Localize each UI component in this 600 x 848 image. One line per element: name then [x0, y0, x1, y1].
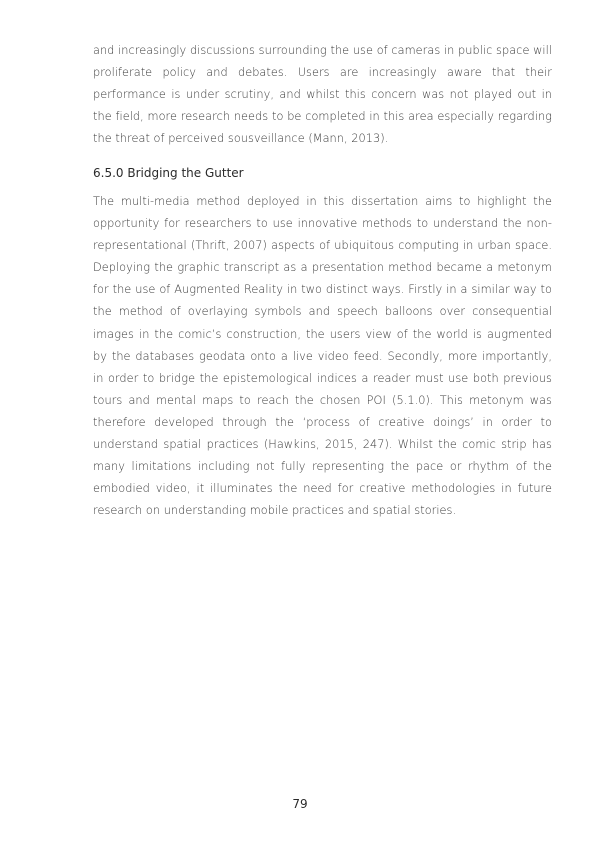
body-paragraph-1: and increasingly discussions surrounding the use of cameras in public space will proliferate policy and debates. Users are increasingly aware that their performance is under scrutiny, and whilst this concern was not played out in the field, more research needs to be completed in this area especially regarding the threat of perceived sousveillance (Mann, 2013). — [93, 44, 552, 146]
section-heading: 6.5.0 Bridging the Gutter — [93, 166, 244, 180]
body-paragraph-2: The multi-media method deployed in this dissertation aims to highlight the opportunity for researchers to use innovative methods to understand the non-representational (Thrift, 2007) aspects of ubiquitous computing in urban space. Deploying the graphic transcript as a presentation method became a metonym for the use of Augmented Reality in two distinct ways. Firstly in a similar way to the method of overlaying symbols and speech balloons over consequential images in the comic’s construction, the users view of the world is augmented by the databases geodata onto a live video feed. Secondly, more importantly, in order to bridge the epistemological indices a reader must use both previous tours and mental maps to reach the chosen POI (5.1.0). This metonym was therefore developed through the ‘process of creative doings’ in order to understand spatial practices (Hawkins, 2015, 247). Whilst the comic strip has many limitations including not fully representing the pace or rhythm of the embodied video, it illuminates the need for creative methodologies in future research on understanding mobile practices and spatial stories. — [93, 195, 552, 518]
page-number: 79 — [292, 797, 308, 811]
